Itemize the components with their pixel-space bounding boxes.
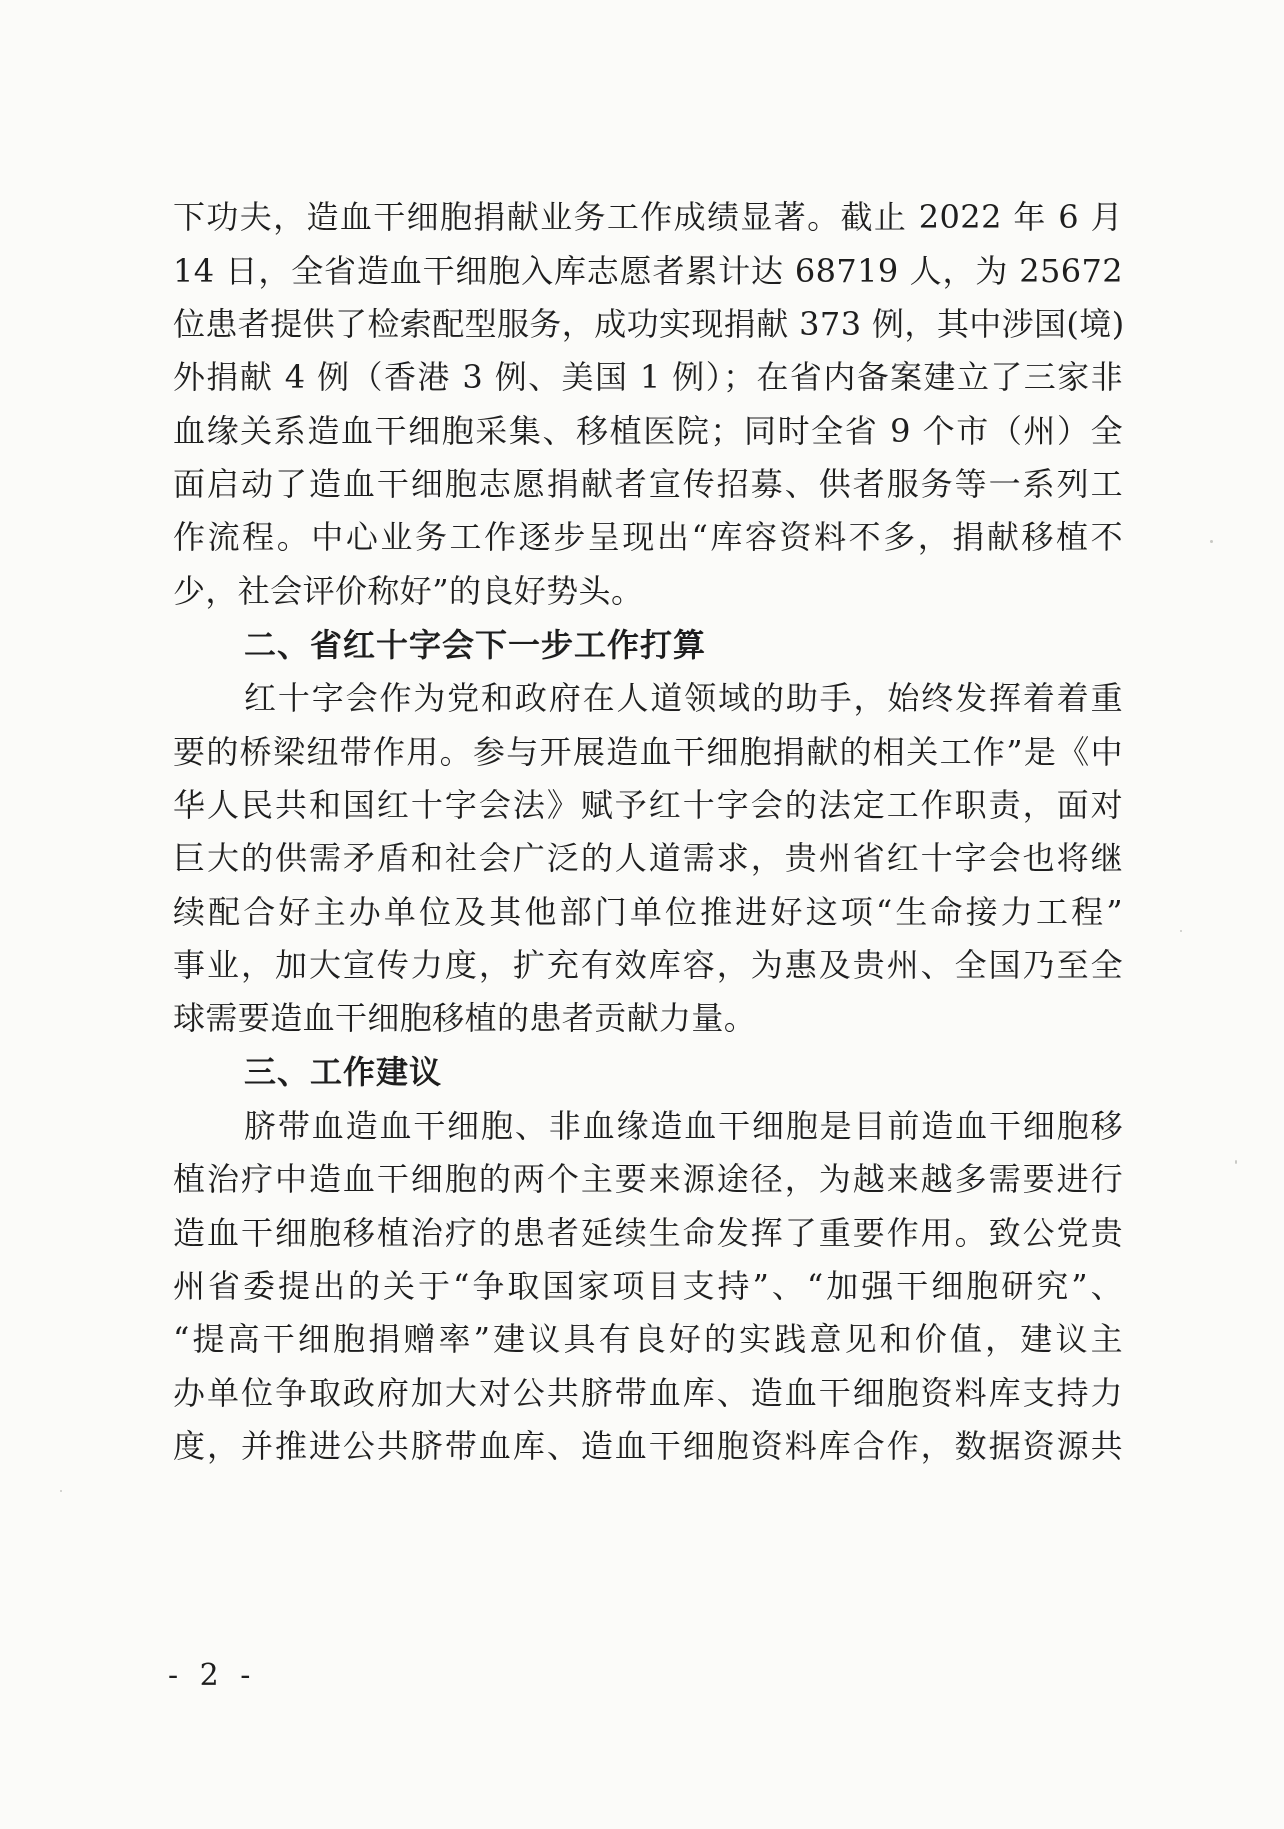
text-line: 要的桥梁纽带作用。参与开展造血干细胞捐献的相关工作”是《中 bbox=[173, 733, 1123, 771]
text-line: 外捐献 4 例（香港 3 例、美国 1 例）；在省内备案建立了三家非 bbox=[173, 358, 1123, 396]
text-line: 州省委提出的关于“争取国家项目支持”、“加强干细胞研究”、 bbox=[173, 1267, 1123, 1305]
text-line: 事业，加大宣传力度，扩充有效库容，为惠及贵州、全国乃至全 bbox=[173, 946, 1123, 984]
text-line: 巨大的供需矛盾和社会广泛的人道需求，贵州省红十字会也将继 bbox=[173, 839, 1123, 877]
text-line: 下功夫，造血干细胞捐献业务工作成绩显著。截止 2022 年 6 月 bbox=[173, 198, 1123, 236]
text-line: 少，社会评价称好”的良好势头。 bbox=[173, 572, 644, 610]
text-line: 14 日，全省造血干细胞入库志愿者累计达 68719 人，为 25672 bbox=[173, 252, 1123, 290]
scan-speck bbox=[60, 1490, 62, 1492]
section-heading-next-steps: 二、省红十字会下一步工作打算 bbox=[244, 626, 707, 664]
text-line: 华人民共和国红十字会法》赋予红十字会的法定工作职责，面对 bbox=[173, 786, 1123, 824]
scan-speck bbox=[1180, 930, 1182, 932]
text-line: 脐带血造血干细胞、非血缘造血干细胞是目前造血干细胞移 bbox=[244, 1107, 1123, 1145]
text-line: 度，并推进公共脐带血库、造血干细胞资料库合作，数据资源共 bbox=[173, 1427, 1123, 1465]
text-line: 造血干细胞移植治疗的患者延续生命发挥了重要作用。致公党贵 bbox=[173, 1214, 1123, 1252]
text-line: 位患者提供了检索配型服务，成功实现捐献 373 例，其中涉国(境) bbox=[173, 305, 1125, 343]
text-line: “提高干细胞捐赠率”建议具有良好的实践意见和价值，建议主 bbox=[173, 1320, 1123, 1358]
text-line: 作流程。中心业务工作逐步呈现出“库容资料不多，捐献移植不 bbox=[173, 518, 1123, 556]
section-heading-work-suggestions: 三、工作建议 bbox=[244, 1053, 443, 1091]
text-line: 球需要造血干细胞移植的患者贡献力量。 bbox=[173, 999, 757, 1037]
text-line: 红十字会作为党和政府在人道领域的助手，始终发挥着着重 bbox=[244, 679, 1123, 717]
text-line: 面启动了造血干细胞志愿捐献者宣传招募、供者服务等一系列工 bbox=[173, 465, 1123, 503]
scan-speck bbox=[1210, 540, 1213, 543]
text-line: 续配合好主办单位及其他部门单位推进好这项“生命接力工程” bbox=[173, 893, 1123, 931]
scan-speck bbox=[1235, 1160, 1237, 1164]
text-line: 办单位争取政府加大对公共脐带血库、造血干细胞资料库支持力 bbox=[173, 1374, 1123, 1412]
text-line: 植治疗中造血干细胞的两个主要来源途径，为越来越多需要进行 bbox=[173, 1160, 1123, 1198]
text-line: 血缘关系造血干细胞采集、移植医院；同时全省 9 个市（州）全 bbox=[173, 412, 1123, 450]
page-number: - 2 - bbox=[168, 1658, 257, 1693]
